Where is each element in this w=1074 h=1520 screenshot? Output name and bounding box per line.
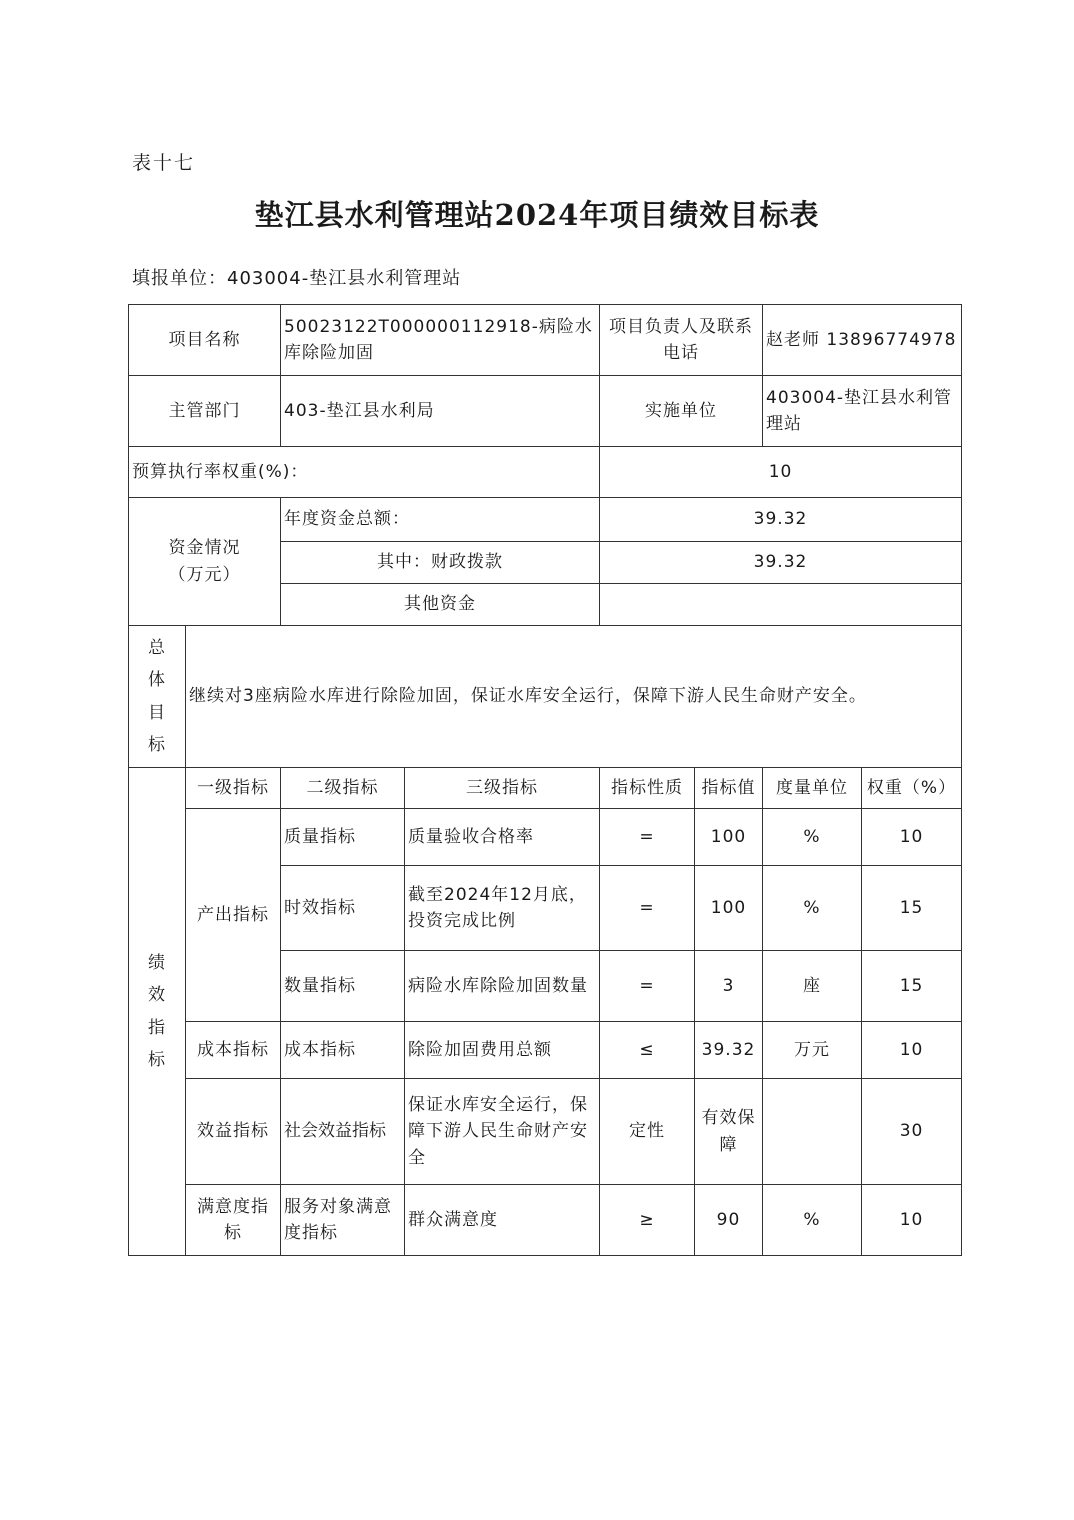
table-row — [129, 1079, 962, 1185]
funds-label-line1: 资金情况 — [168, 538, 241, 559]
level2-cell: 服务对象满意度指标 — [281, 1185, 405, 1256]
unit-cell: % — [763, 866, 862, 951]
value-cell: 3 — [695, 951, 763, 1022]
table-number-label: 表十七 — [132, 152, 196, 174]
header-nature: 指标性质 — [600, 768, 695, 809]
level3-cell: 除险加固费用总额 — [405, 1022, 600, 1079]
budget-weight-label: 预算执行率权重(%)： — [129, 447, 600, 498]
project-name-value: 50023122T000000112918-病险水库除险加固 — [281, 305, 600, 376]
level3-cell: 保证水库安全运行，保障下游人民生命财产安全 — [405, 1079, 600, 1185]
level3-cell: 截至2024年12月底，投资完成比例 — [405, 866, 600, 951]
overall-goal-label-char: 标 — [148, 734, 166, 755]
header-level2: 二级指标 — [281, 768, 405, 809]
header-value: 指标值 — [695, 768, 763, 809]
indicators-label-char: 效 — [148, 985, 166, 1006]
nature-cell: ≤ — [600, 1022, 695, 1079]
level2-cell: 时效指标 — [281, 866, 405, 951]
level2-cell: 数量指标 — [281, 951, 405, 1022]
funds-other-label: 其他资金 — [281, 584, 600, 626]
unit-cell — [763, 1079, 862, 1185]
level3-cell: 群众满意度 — [405, 1185, 600, 1256]
nature-cell: 定性 — [600, 1079, 695, 1185]
department-row — [129, 376, 962, 447]
performance-target-table — [128, 304, 962, 1256]
overall-goal-label — [129, 626, 186, 768]
level1-cost: 成本指标 — [186, 1022, 281, 1079]
nature-cell: = — [600, 866, 695, 951]
weight-cell: 10 — [862, 809, 962, 866]
header-weight: 权重（%） — [862, 768, 962, 809]
table-row — [129, 809, 962, 866]
project-name-label: 项目名称 — [129, 305, 281, 376]
department-label: 主管部门 — [129, 376, 281, 447]
nature-cell: = — [600, 951, 695, 1022]
indicators-label-char: 指 — [148, 1017, 166, 1038]
value-cell: 100 — [695, 809, 763, 866]
weight-cell: 15 — [862, 866, 962, 951]
budget-weight-value: 10 — [600, 447, 962, 498]
implementer-label: 实施单位 — [600, 376, 763, 447]
level2-cell: 质量指标 — [281, 809, 405, 866]
contact-label: 项目负责人及联系电话 — [600, 305, 763, 376]
funds-total-value: 39.32 — [600, 498, 962, 542]
funds-label — [129, 498, 281, 626]
filling-unit: 填报单位：403004-垫江县水利管理站 — [132, 268, 462, 289]
level2-cell: 社会效益指标 — [281, 1079, 405, 1185]
overall-goal-text: 继续对3座病险水库进行除险加固，保证水库安全运行，保障下游人民生命财产安全。 — [186, 626, 962, 768]
level1-benefit: 效益指标 — [186, 1079, 281, 1185]
indicator-header-row — [129, 768, 962, 809]
department-value: 403-垫江县水利局 — [281, 376, 600, 447]
project-info-row — [129, 305, 962, 376]
value-cell: 39.32 — [695, 1022, 763, 1079]
value-cell: 有效保障 — [695, 1079, 763, 1185]
value-cell: 100 — [695, 866, 763, 951]
unit-cell: 座 — [763, 951, 862, 1022]
unit-cell: % — [763, 809, 862, 866]
funds-total-label: 年度资金总额： — [281, 498, 600, 542]
funds-other-value — [600, 584, 962, 626]
overall-goal-label-char: 总 — [148, 637, 166, 658]
funds-total-row — [129, 498, 962, 542]
document-title: 垫江县水利管理站2024年项目绩效目标表 — [254, 198, 820, 232]
nature-cell: = — [600, 809, 695, 866]
unit-cell: 万元 — [763, 1022, 862, 1079]
overall-goal-label-char: 体 — [148, 670, 166, 691]
value-cell: 90 — [695, 1185, 763, 1256]
overall-goal-row — [129, 626, 962, 768]
table-row — [129, 1185, 962, 1256]
header-level1: 一级指标 — [186, 768, 281, 809]
indicators-label-char: 绩 — [148, 952, 166, 973]
weight-cell: 10 — [862, 1185, 962, 1256]
nature-cell: ≥ — [600, 1185, 695, 1256]
funds-label-line2: （万元） — [168, 564, 241, 585]
weight-cell: 30 — [862, 1079, 962, 1185]
indicators-label-char: 标 — [148, 1049, 166, 1070]
contact-value: 赵老师 13896774978 — [763, 305, 962, 376]
header-level3: 三级指标 — [405, 768, 600, 809]
weight-cell: 15 — [862, 951, 962, 1022]
indicators-label — [129, 768, 186, 1256]
level3-cell: 病险水库除险加固数量 — [405, 951, 600, 1022]
budget-weight-row — [129, 447, 962, 498]
funds-fiscal-value: 39.32 — [600, 542, 962, 584]
level2-cell: 成本指标 — [281, 1022, 405, 1079]
funds-fiscal-label: 其中：财政拨款 — [281, 542, 600, 584]
implementer-value: 403004-垫江县水利管理站 — [763, 376, 962, 447]
table-row — [129, 1022, 962, 1079]
overall-goal-label-char: 目 — [148, 702, 166, 723]
level3-cell: 质量验收合格率 — [405, 809, 600, 866]
level1-satisfaction: 满意度指标 — [186, 1185, 281, 1256]
unit-cell: % — [763, 1185, 862, 1256]
level1-output: 产出指标 — [186, 809, 281, 1022]
weight-cell: 10 — [862, 1022, 962, 1079]
header-unit: 度量单位 — [763, 768, 862, 809]
